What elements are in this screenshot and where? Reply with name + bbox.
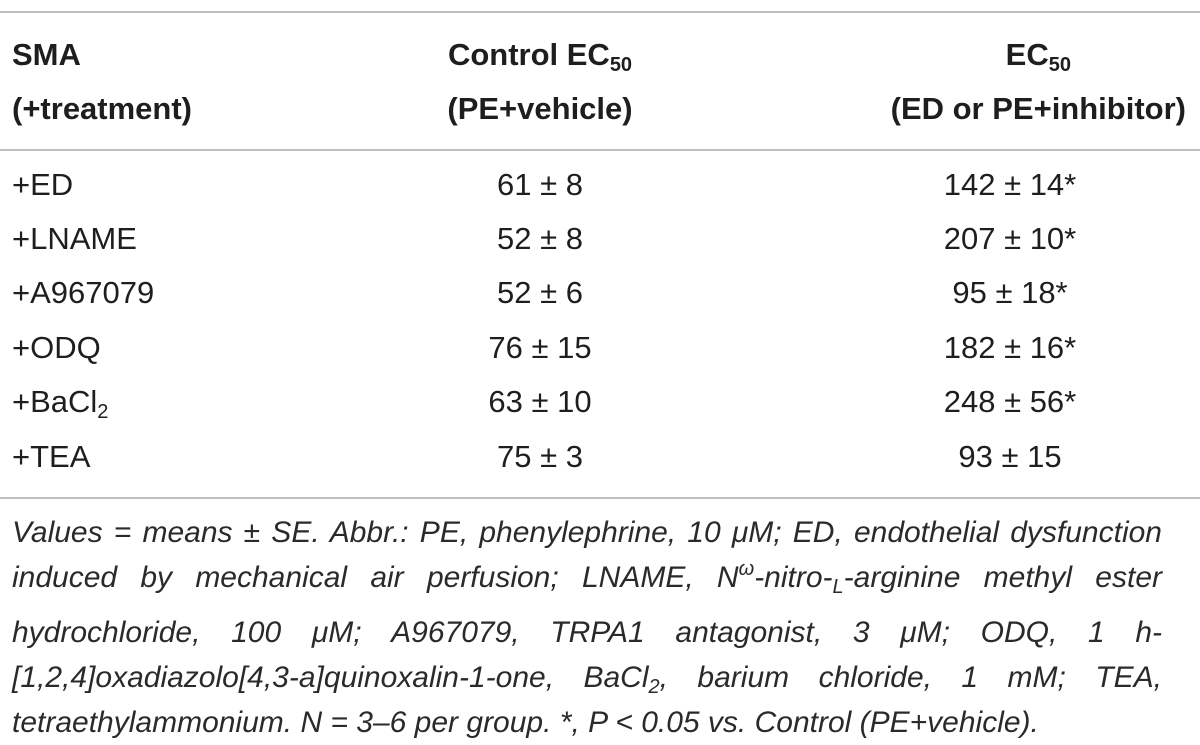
control-cell: 61 ± 8	[497, 167, 583, 202]
ec50-cell: 248 ± 56*	[943, 384, 1077, 419]
table-footnote: Values = means ± SE. Abbr.: PE, phenylephrine, 10 μM; ED, endothelial dysfunction induced by mechanical air perfusion; LNAME, $N^\omega-nitro-_L$-arginine methyl ester hydrochloride, 100 μM; A967079, TRPA1 antagonist, 3 μM; ODQ, 1 h-[1,2,4]oxadiazolo[4,3-a]quinoxalin-1-one, BaCl$_2$, barium chloride, 1 mM; TEA, tetraethylammonium. N = 3–6 per group. *, P < 0.05 vs. Control (PE+vehicle).	[12, 516, 1162, 739]
treatment-cell: +LNAME	[12, 221, 137, 256]
treatment-cell: +ODQ	[12, 330, 101, 365]
table-row	[0, 375, 1200, 429]
treatment-cell: +BaCl$_2$	[12, 384, 109, 423]
control-cell: 75 ± 3	[497, 439, 583, 474]
control-cell: 63 ± 10	[488, 384, 592, 419]
header-control-ec50: Control $EC_{50}$ (PE+vehicle)	[447, 37, 633, 126]
ec50-cell: 93 ± 15	[958, 439, 1062, 474]
ec50-cell: 182 ± 16*	[943, 330, 1077, 365]
treatment-cell: +ED	[12, 167, 74, 202]
table-row	[0, 266, 1200, 320]
control-cell: 76 ± 15	[488, 330, 592, 365]
header-ec50: $EC_{50}$ (ED or PE+inhibitor)	[890, 37, 1186, 126]
ec50-cell: 95 ± 18*	[952, 275, 1068, 310]
table-row	[0, 158, 1200, 212]
bottom-rule	[0, 497, 1200, 499]
control-cell: 52 ± 8	[497, 221, 583, 256]
table-row	[0, 430, 1200, 484]
table-row	[0, 321, 1200, 375]
header-rule	[0, 149, 1200, 151]
ec50-cell: 207 ± 10*	[943, 221, 1077, 256]
ec50-cell: 142 ± 14*	[943, 167, 1077, 202]
table-row	[0, 212, 1200, 266]
top-rule	[0, 11, 1200, 13]
control-cell: 52 ± 6	[497, 275, 583, 310]
treatment-cell: +TEA	[12, 439, 91, 474]
treatment-cell: +A967079	[12, 275, 155, 310]
header-sma: SMA (+treatment)	[12, 37, 193, 126]
